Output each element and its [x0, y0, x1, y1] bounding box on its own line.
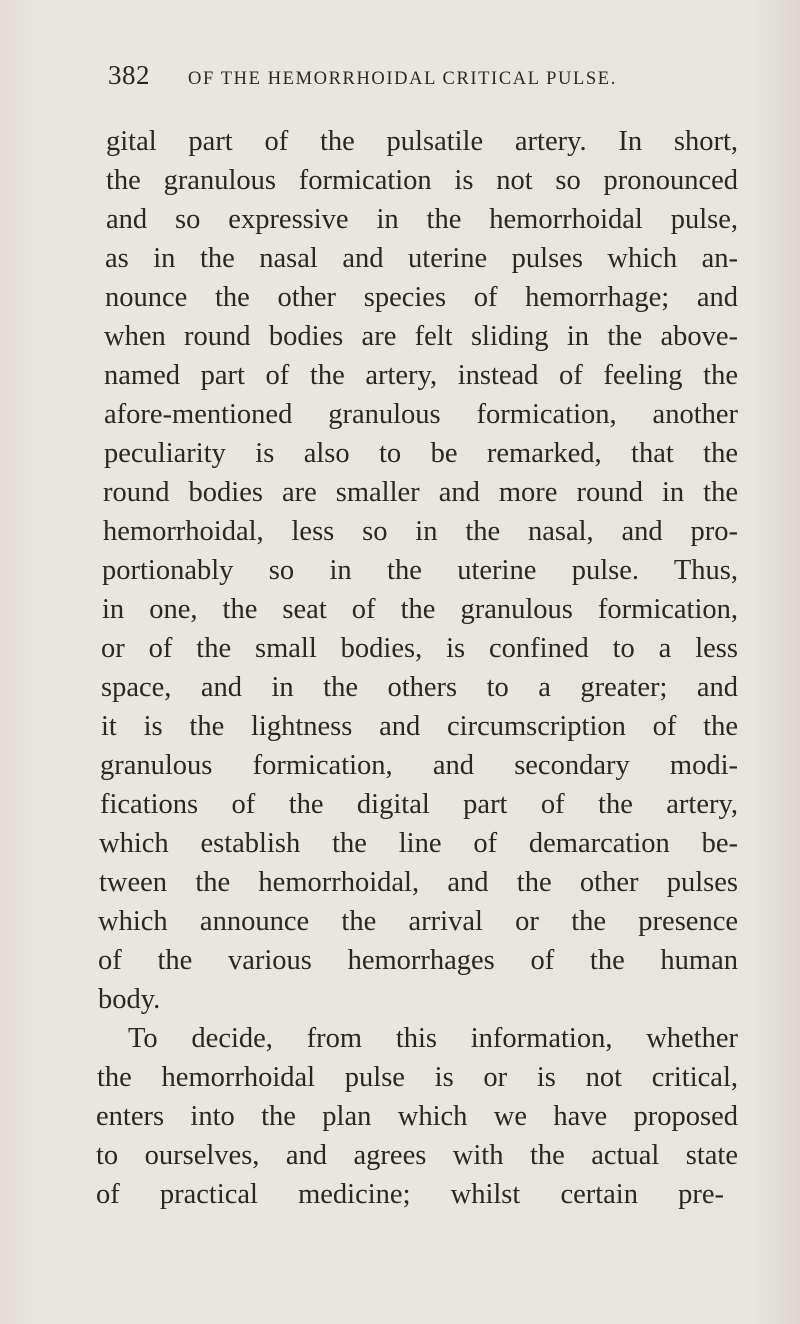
text-line: and so expressive in the hemorrhoidal pulse,	[106, 204, 738, 235]
text-line: hemorrhoidal, less so in the nasal, and pro-	[103, 516, 738, 547]
text-line: when round bodies are felt sliding in the above-	[104, 321, 738, 352]
text-line: enters into the plan which we have proposed	[96, 1101, 738, 1132]
text-line: to ourselves, and agrees with the actual state	[96, 1140, 738, 1171]
text-line: nounce the other species of hemorrhage; and	[105, 282, 738, 313]
text-line-paragraph-end: body.	[98, 984, 161, 1015]
text-line: or of the small bodies, is confined to a less	[101, 633, 738, 664]
text-line: the hemorrhoidal pulse is or is not critical,	[97, 1062, 738, 1093]
text-line: of practical medicine; whilst certain pre-	[96, 1179, 724, 1210]
text-line-paragraph-start: To decide, from this information, whether	[128, 1023, 738, 1054]
text-line: it is the lightness and circumscription of the	[101, 711, 738, 742]
text-line: fications of the digital part of the artery,	[100, 789, 738, 820]
page-number: 382	[108, 60, 150, 90]
text-line: afore-mentioned granulous formication, another	[104, 399, 738, 430]
text-line: gital part of the pulsatile artery. In short,	[106, 126, 738, 157]
text-line: of the various hemorrhages of the human	[98, 945, 738, 976]
page-header	[108, 58, 708, 98]
text-line: the granulous formication is not so pronounced	[106, 165, 738, 196]
text-line: granulous formication, and secondary modi-	[100, 750, 738, 781]
text-line: which establish the line of demarcation be-	[99, 828, 738, 859]
running-title: OF THE HEMORRHOIDAL CRITICAL PULSE.	[188, 69, 617, 89]
text-line: round bodies are smaller and more round in the	[103, 477, 738, 508]
text-line: which announce the arrival or the presence	[98, 906, 738, 937]
text-line: space, and in the others to a greater; and	[101, 672, 738, 703]
text-line: peculiarity is also to be remarked, that the	[104, 438, 738, 469]
text-line: named part of the artery, instead of feeling the	[104, 360, 738, 391]
text-line: in one, the seat of the granulous formication,	[102, 594, 738, 625]
text-line: as in the nasal and uterine pulses which an-	[105, 243, 738, 274]
body-text	[92, 122, 738, 1214]
text-line: portionably so in the uterine pulse. Thus,	[102, 555, 738, 586]
text-line: tween the hemorrhoidal, and the other pulses	[99, 867, 738, 898]
